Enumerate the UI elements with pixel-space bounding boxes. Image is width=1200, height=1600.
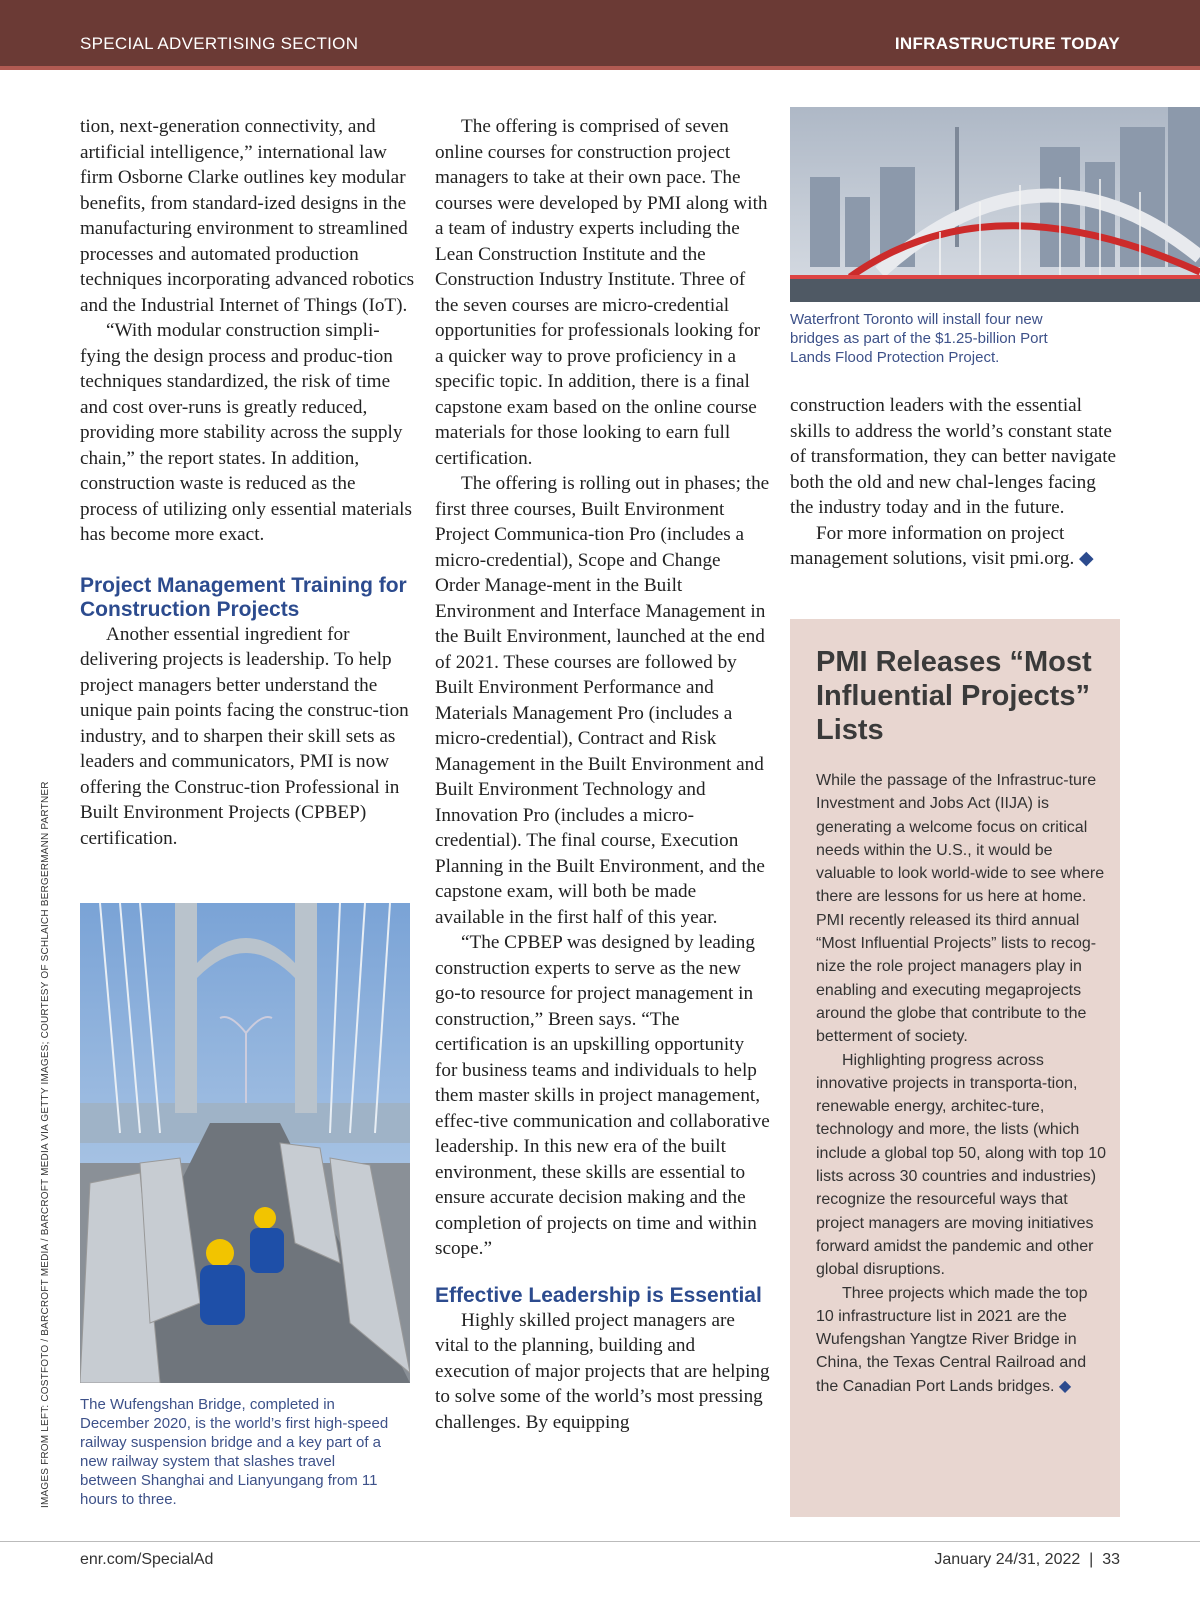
section-label: SPECIAL ADVERTISING SECTION	[80, 34, 359, 53]
col1-paragraph-1: tion, next-generation connectivity, and artificial intelligence,” international law firm Osborne Clarke outlines key modular benefits, from standard-ized designs in the manufacturing environment to streamlined processes and automated production techniques incorporating advanced robotics and the Industrial Internet of Things (IoT).	[80, 116, 415, 316]
header-accent-line	[0, 66, 1200, 70]
header-bar	[0, 0, 1200, 66]
col2-paragraph-3: “The CPBEP was designed by leading construction experts to serve as the new go-to resource for project management in construction,” Breen says. “The certification is an upskilling opportunity for business teams and individuals to help them master skills in project management, effec-tive communication and collaborative leadership. In this new era of the built environment, these skills are essential to ensure accurate decision making and the completion of projects on time and within scope.”	[435, 932, 770, 1259]
column-3	[790, 310, 1120, 572]
col2-paragraph-4: Highly skilled project managers are vital to the planning, building and execution of major projects that are helping to solve some of the world’s most pressing challenges. By equipping	[435, 1309, 770, 1433]
sidebar-end-mark-icon: ◆	[1058, 1377, 1072, 1395]
col2-heading: Effective Leadership is Essential	[435, 1283, 762, 1307]
end-mark-icon: ◆	[1079, 548, 1094, 569]
col1-paragraph-3: Another essential ingredient for delivering projects is leadership. To help project managers better understand the unique pain points facing the construc-tion industry, and to sharpen their skill sets as leaders and communicators, PMI is now offering the Construc-tion Professional in Built Environment Projects (CPBEP) certification.	[80, 623, 409, 849]
footer-date-page: January 24/31, 2022 | 33	[934, 1551, 1120, 1568]
publication-title: INFRASTRUCTURE TODAY	[894, 34, 1120, 53]
col3-paragraph-2: For more information on project management solutions, visit pmi.org. ◆	[790, 522, 1094, 569]
wufengshan-bridge-photo	[80, 903, 410, 1383]
sidebar-title: PMI Releases “Most Influential Projects” Lists	[816, 646, 1092, 746]
footer-url: enr.com/SpecialAd	[80, 1551, 214, 1568]
sidebar-paragraph-1: While the passage of the Infrastruc-ture Investment and Jobs Act (IIJA) is generating a welcome focus on critical needs within the U.S., it would be valuable to look world-wide to see where there are lessons for us here at home. PMI recently released its third annual “Most Influential Projects” lists to recog-nize the role project managers play in enabling and executing megaprojects around the globe that contribute to the betterment of society.	[816, 772, 1105, 1046]
col3-paragraph-1: construction leaders with the essential skills to address the world’s constant state of transformation, they can better navigate both the old and new chal-lenges facing the industry today and in the future.	[790, 395, 1117, 518]
sidebar-paragraph-3: Three projects which made the top 10 infrastructure list in 2021 are the Wufengshan Yangtze River Bridge in China, the Texas Central Railroad and the Canadian Port Lands bridges. ◆	[816, 1284, 1088, 1395]
col1-heading: Project Management Training for Construction Projects	[80, 573, 407, 621]
col2-paragraph-1: The offering is comprised of seven online courses for construction project managers to take at their own pace. The courses were developed by PMI along with a team of industry experts including the Lean Construction Institute and the Construction Industry Institute. Three of the seven courses are micro-credential opportunities for professionals looking for a quicker way to prove proficiency in a specific topic. In addition, there is a final capstone exam based on the online course materials for those looking to earn full certification.	[435, 116, 768, 469]
footer-divider	[0, 1541, 1200, 1542]
toronto-bridge-photo	[790, 107, 1200, 302]
sidebar-body	[816, 769, 1106, 1398]
column-2	[435, 114, 770, 1435]
col2-paragraph-2: The offering is rolling out in phases; the first three courses, Built Environment Project Communica-tion Pro (includes a micro-credential), Scope and Change Order Manage-ment in the Built Environment and Interface Management in the Built Environment, launched at the end of 2021. These courses are followed by Built Environment Performance and Materials Management Pro (includes a micro-credential), Contract and Risk Management in the Built Environment and Built Environment Technology and Innovation Pro (includes a micro-credential). The final course, Execution Planning in the Built Environment, and the capstone exam, will both be made available in the first half of this year.	[435, 473, 770, 928]
bridge-photo-caption: The Wufengshan Bridge, completed in December 2020, is the world’s first high-speed railway suspension bridge and a key part of a new railway system that slashes travel between Shanghai and Lianyungang from 11 hours to three.	[80, 1396, 389, 1508]
sidebar-box	[790, 619, 1120, 1517]
sidebar-paragraph-2: Highlighting progress across innovative projects in transporta-tion, renewable energy, architec-ture, technology and more, the lists (which include a global top 50, along with top 10 lists across 30 countries and industries) recognize the resourceful ways that project managers are moving initiatives forward amidst the pandemic and other global disruptions.	[816, 1051, 1106, 1279]
photo-credit: IMAGES FROM LEFT: COSTFOTO / BARCROFT MEDIA / BARCROFT MEDIA VIA GETTY IMAGES; COURTESY OF SCHLAICH BERGERMANN PARTNER	[40, 781, 51, 1508]
toronto-photo-caption: Waterfront Toronto will install four new bridges as part of the $1.25-billion Port Lands Flood Protection Project.	[790, 311, 1048, 366]
column-1	[80, 114, 415, 851]
col1-paragraph-2: “With modular construction simpli-fying the design process and produc-tion techniques standardized, the risk of time and cost over-runs is greatly reduced, providing more stability across the supply chain,” the report states. In addition, construction waste is reduced as the process of utilizing only essential materials has become more exact.	[80, 320, 412, 545]
